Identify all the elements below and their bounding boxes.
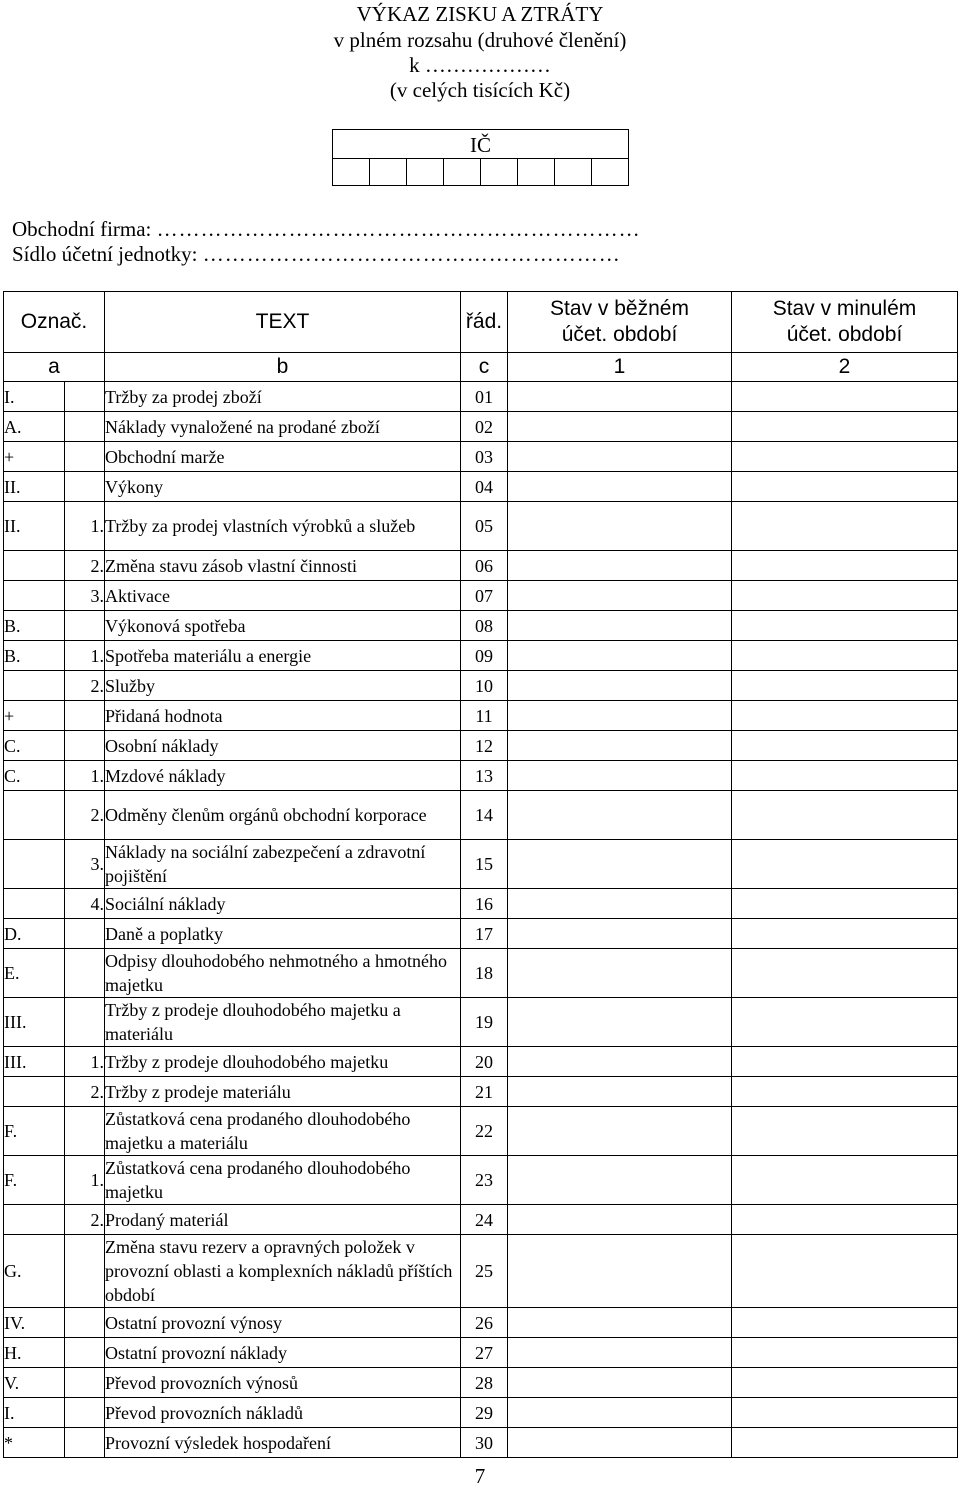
- row-current-value[interactable]: [508, 442, 732, 472]
- row-text: Tržby z prodeje dlouhodobého majetku a materiálu: [105, 998, 461, 1047]
- row-mark: C.: [4, 761, 65, 791]
- report-date-line: k ………………: [409, 53, 551, 77]
- report-subtitle: v plném rozsahu (druhové členění): [333, 28, 627, 52]
- table-row: [4, 1156, 958, 1205]
- col-header-previous: [732, 292, 958, 353]
- col-header-current: [508, 292, 732, 353]
- row-mark: IV.: [4, 1308, 65, 1338]
- row-current-value[interactable]: [508, 919, 732, 949]
- col-header-rad: řád.: [461, 292, 508, 353]
- row-text: Výkonová spotřeba: [105, 611, 461, 641]
- row-number: 20: [461, 1047, 508, 1077]
- row-current-value[interactable]: [508, 1156, 732, 1205]
- table-row: [4, 701, 958, 731]
- row-text: Služby: [105, 671, 461, 701]
- row-text: Spotřeba materiálu a energie: [105, 641, 461, 671]
- row-current-value[interactable]: [508, 1077, 732, 1107]
- table-letters-row: [4, 353, 958, 382]
- row-submark: 2.: [65, 1077, 105, 1107]
- row-current-value[interactable]: [508, 472, 732, 502]
- row-previous-value[interactable]: [732, 551, 958, 581]
- row-text: Náklady vynaložené na prodané zboží: [105, 412, 461, 442]
- row-mark: F.: [4, 1156, 65, 1205]
- row-submark: [65, 701, 105, 731]
- row-current-value[interactable]: [508, 731, 732, 761]
- row-current-value[interactable]: [508, 840, 732, 889]
- col-header-current-line2: účet. období: [561, 323, 678, 346]
- row-previous-value[interactable]: [732, 1235, 958, 1308]
- row-previous-value[interactable]: [732, 731, 958, 761]
- row-text: Odměny členům orgánů obchodní korporace: [105, 791, 461, 840]
- table-row: [4, 1428, 958, 1458]
- row-submark: [65, 472, 105, 502]
- row-current-value[interactable]: [508, 1205, 732, 1235]
- row-mark: G.: [4, 1235, 65, 1308]
- row-submark: 2.: [65, 1205, 105, 1235]
- row-number: 11: [461, 701, 508, 731]
- ic-box: [332, 129, 629, 186]
- row-current-value[interactable]: [508, 502, 732, 551]
- table-row: [4, 998, 958, 1047]
- col-header-oznac: Označ.: [4, 292, 105, 353]
- table-row: [4, 1107, 958, 1156]
- row-previous-value[interactable]: [732, 1368, 958, 1398]
- row-submark: [65, 1308, 105, 1338]
- row-previous-value[interactable]: [732, 919, 958, 949]
- col-letter-c: c: [461, 353, 508, 382]
- row-previous-value[interactable]: [732, 701, 958, 731]
- row-current-value[interactable]: [508, 889, 732, 919]
- row-previous-value[interactable]: [732, 840, 958, 889]
- row-current-value[interactable]: [508, 382, 732, 412]
- company-seat-value: …………………………………………………: [202, 242, 621, 266]
- row-mark: F.: [4, 1107, 65, 1156]
- row-previous-value[interactable]: [732, 412, 958, 442]
- row-mark: H.: [4, 1338, 65, 1368]
- row-previous-value[interactable]: [732, 1047, 958, 1077]
- row-current-value[interactable]: [508, 1047, 732, 1077]
- row-previous-value[interactable]: [732, 671, 958, 701]
- table-row: [4, 1205, 958, 1235]
- table-row: [4, 919, 958, 949]
- table-row: [4, 611, 958, 641]
- table-row: [4, 641, 958, 671]
- row-number: 28: [461, 1368, 508, 1398]
- row-mark: B.: [4, 611, 65, 641]
- row-current-value[interactable]: [508, 611, 732, 641]
- col-header-previous-line1: Stav v minulém: [772, 297, 917, 320]
- row-submark: [65, 442, 105, 472]
- ic-digit-cell[interactable]: [370, 159, 407, 186]
- row-number: 02: [461, 412, 508, 442]
- row-current-value[interactable]: [508, 1398, 732, 1428]
- ic-digit-cell[interactable]: [481, 159, 518, 186]
- ic-digit-cell[interactable]: [518, 159, 555, 186]
- table-row: [4, 412, 958, 442]
- row-number: 30: [461, 1428, 508, 1458]
- row-mark: E.: [4, 949, 65, 998]
- row-submark: 1.: [65, 761, 105, 791]
- row-current-value[interactable]: [508, 412, 732, 442]
- row-number: 08: [461, 611, 508, 641]
- row-number: 14: [461, 791, 508, 840]
- ic-digit-cell[interactable]: [592, 159, 628, 186]
- ic-label: IČ: [333, 130, 628, 159]
- row-previous-value[interactable]: [732, 502, 958, 551]
- table-row: [4, 551, 958, 581]
- row-text: Daně a poplatky: [105, 919, 461, 949]
- col-header-current-line1: Stav v běžném: [550, 297, 689, 320]
- row-previous-value[interactable]: [732, 611, 958, 641]
- row-number: 01: [461, 382, 508, 412]
- row-number: 05: [461, 502, 508, 551]
- row-current-value[interactable]: [508, 641, 732, 671]
- col-header-previous-line2: účet. období: [786, 323, 903, 346]
- table-row: [4, 1368, 958, 1398]
- table-row: [4, 671, 958, 701]
- row-mark: I.: [4, 382, 65, 412]
- row-previous-value[interactable]: [732, 1428, 958, 1458]
- row-current-value[interactable]: [508, 701, 732, 731]
- col-letter-b: b: [105, 353, 461, 382]
- row-number: 27: [461, 1338, 508, 1368]
- row-text: Obchodní marže: [105, 442, 461, 472]
- row-number: 24: [461, 1205, 508, 1235]
- row-previous-value[interactable]: [732, 1308, 958, 1338]
- table-row: [4, 840, 958, 889]
- table-row: [4, 502, 958, 551]
- table-row: [4, 731, 958, 761]
- row-current-value[interactable]: [508, 791, 732, 840]
- row-previous-value[interactable]: [732, 1156, 958, 1205]
- row-number: 25: [461, 1235, 508, 1308]
- row-submark: [65, 1368, 105, 1398]
- table-row: [4, 761, 958, 791]
- row-number: 16: [461, 889, 508, 919]
- row-mark: D.: [4, 919, 65, 949]
- table-row: [4, 791, 958, 840]
- table-header-row: [4, 292, 958, 353]
- row-previous-value[interactable]: [732, 1205, 958, 1235]
- row-current-value[interactable]: [508, 581, 732, 611]
- row-text: Aktivace: [105, 581, 461, 611]
- row-previous-value[interactable]: [732, 949, 958, 998]
- row-text: Tržby z prodeje materiálu: [105, 1077, 461, 1107]
- row-submark: [65, 998, 105, 1047]
- row-mark: II.: [4, 502, 65, 551]
- row-number: 19: [461, 998, 508, 1047]
- row-number: 06: [461, 551, 508, 581]
- row-mark: [4, 551, 65, 581]
- table-row: [4, 1308, 958, 1338]
- row-previous-value[interactable]: [732, 472, 958, 502]
- row-current-value[interactable]: [508, 551, 732, 581]
- row-submark: 1.: [65, 1047, 105, 1077]
- row-previous-value[interactable]: [732, 1338, 958, 1368]
- row-text: Zůstatková cena prodaného dlouhodobého majetku a materiálu: [105, 1107, 461, 1156]
- company-name-label: Obchodní firma:: [12, 217, 152, 241]
- row-submark: [65, 949, 105, 998]
- row-mark: III.: [4, 998, 65, 1047]
- row-submark: [65, 919, 105, 949]
- col-letter-a: a: [4, 353, 105, 382]
- row-previous-value[interactable]: [732, 1398, 958, 1428]
- row-mark: C.: [4, 731, 65, 761]
- col-letter-1: 1: [508, 353, 732, 382]
- row-submark: 3.: [65, 581, 105, 611]
- row-number: 21: [461, 1077, 508, 1107]
- company-seat-line: [12, 241, 621, 267]
- report-units: (v celých tisících Kč): [389, 78, 571, 102]
- row-mark: [4, 791, 65, 840]
- row-submark: [65, 611, 105, 641]
- row-text: Zůstatková cena prodaného dlouhodobého majetku: [105, 1156, 461, 1205]
- row-submark: 1.: [65, 1156, 105, 1205]
- row-mark: V.: [4, 1368, 65, 1398]
- row-text: Provozní výsledek hospodaření: [105, 1428, 461, 1458]
- row-text: Tržby z prodeje dlouhodobého majetku: [105, 1047, 461, 1077]
- row-number: 17: [461, 919, 508, 949]
- row-submark: 2.: [65, 551, 105, 581]
- row-previous-value[interactable]: [732, 998, 958, 1047]
- table-body: [4, 382, 958, 1458]
- company-name-line: [12, 216, 641, 242]
- row-submark: 2.: [65, 791, 105, 840]
- row-submark: 4.: [65, 889, 105, 919]
- row-text: Náklady na sociální zabezpečení a zdravotní pojištění: [105, 840, 461, 889]
- table-row: [4, 442, 958, 472]
- row-text: Převod provozních výnosů: [105, 1368, 461, 1398]
- row-submark: [65, 1398, 105, 1428]
- ic-digit-cells: [333, 159, 628, 186]
- company-seat-label: Sídlo účetní jednotky:: [12, 242, 198, 266]
- row-current-value[interactable]: [508, 1235, 732, 1308]
- row-mark: +: [4, 701, 65, 731]
- row-current-value[interactable]: [508, 1428, 732, 1458]
- row-current-value[interactable]: [508, 1107, 732, 1156]
- income-statement-table: [3, 291, 958, 1458]
- row-number: 12: [461, 731, 508, 761]
- row-previous-value[interactable]: [732, 581, 958, 611]
- table-row: [4, 382, 958, 412]
- table-row: [4, 1398, 958, 1428]
- row-number: 09: [461, 641, 508, 671]
- ic-digit-cell[interactable]: [333, 159, 370, 186]
- row-number: 13: [461, 761, 508, 791]
- row-submark: 1.: [65, 502, 105, 551]
- row-number: 03: [461, 442, 508, 472]
- row-mark: III.: [4, 1047, 65, 1077]
- ic-digit-cell[interactable]: [444, 159, 481, 186]
- row-submark: [65, 1235, 105, 1308]
- row-text: Změna stavu rezerv a opravných položek v provozní oblasti a komplexních nákladů příštích období: [105, 1235, 461, 1308]
- row-submark: [65, 412, 105, 442]
- row-submark: [65, 1428, 105, 1458]
- page-number: 7: [474, 1464, 486, 1488]
- row-text: Odpisy dlouhodobého nehmotného a hmotného majetku: [105, 949, 461, 998]
- row-submark: [65, 1107, 105, 1156]
- row-submark: 3.: [65, 840, 105, 889]
- row-text: Přidaná hodnota: [105, 701, 461, 731]
- table-row: [4, 1077, 958, 1107]
- row-current-value[interactable]: [508, 1338, 732, 1368]
- row-text: Ostatní provozní náklady: [105, 1338, 461, 1368]
- row-mark: B.: [4, 641, 65, 671]
- row-submark: [65, 382, 105, 412]
- table-row: [4, 1235, 958, 1308]
- row-submark: 2.: [65, 671, 105, 701]
- row-current-value[interactable]: [508, 671, 732, 701]
- row-text: Prodaný materiál: [105, 1205, 461, 1235]
- row-previous-value[interactable]: [732, 1077, 958, 1107]
- row-previous-value[interactable]: [732, 382, 958, 412]
- row-text: Tržby za prodej zboží: [105, 382, 461, 412]
- row-current-value[interactable]: [508, 1308, 732, 1338]
- row-text: Změna stavu zásob vlastní činnosti: [105, 551, 461, 581]
- row-text: Tržby za prodej vlastních výrobků a služeb: [105, 502, 461, 551]
- row-submark: [65, 1338, 105, 1368]
- table-row: [4, 949, 958, 998]
- row-current-value[interactable]: [508, 949, 732, 998]
- row-text: Sociální náklady: [105, 889, 461, 919]
- row-mark: *: [4, 1428, 65, 1458]
- col-header-text: TEXT: [105, 292, 461, 353]
- row-number: 10: [461, 671, 508, 701]
- row-number: 15: [461, 840, 508, 889]
- row-number: 26: [461, 1308, 508, 1338]
- row-mark: [4, 1205, 65, 1235]
- row-previous-value[interactable]: [732, 442, 958, 472]
- row-text: Výkony: [105, 472, 461, 502]
- row-number: 07: [461, 581, 508, 611]
- row-number: 18: [461, 949, 508, 998]
- row-number: 23: [461, 1156, 508, 1205]
- row-current-value[interactable]: [508, 761, 732, 791]
- row-previous-value[interactable]: [732, 641, 958, 671]
- row-text: Převod provozních nákladů: [105, 1398, 461, 1428]
- row-current-value[interactable]: [508, 998, 732, 1047]
- row-mark: [4, 671, 65, 701]
- row-mark: [4, 840, 65, 889]
- row-text: Mzdové náklady: [105, 761, 461, 791]
- row-number: 29: [461, 1398, 508, 1428]
- table-row: [4, 889, 958, 919]
- row-mark: [4, 889, 65, 919]
- table-row: [4, 472, 958, 502]
- row-current-value[interactable]: [508, 1368, 732, 1398]
- row-text: Osobní náklady: [105, 731, 461, 761]
- table-row: [4, 581, 958, 611]
- table-row: [4, 1047, 958, 1077]
- row-previous-value[interactable]: [732, 889, 958, 919]
- row-submark: 1.: [65, 641, 105, 671]
- company-name-value: …………………………………………………………: [156, 217, 641, 241]
- table-row: [4, 1338, 958, 1368]
- col-letter-2: 2: [732, 353, 958, 382]
- row-submark: [65, 731, 105, 761]
- report-title: VÝKAZ ZISKU A ZTRÁTY: [356, 2, 604, 26]
- ic-digit-cell[interactable]: [555, 159, 592, 186]
- row-mark: A.: [4, 412, 65, 442]
- row-number: 04: [461, 472, 508, 502]
- row-previous-value[interactable]: [732, 791, 958, 840]
- ic-digit-cell[interactable]: [407, 159, 444, 186]
- row-previous-value[interactable]: [732, 1107, 958, 1156]
- row-mark: +: [4, 442, 65, 472]
- row-mark: [4, 1077, 65, 1107]
- row-mark: I.: [4, 1398, 65, 1428]
- row-number: 22: [461, 1107, 508, 1156]
- row-mark: II.: [4, 472, 65, 502]
- row-mark: [4, 581, 65, 611]
- row-previous-value[interactable]: [732, 761, 958, 791]
- row-text: Ostatní provozní výnosy: [105, 1308, 461, 1338]
